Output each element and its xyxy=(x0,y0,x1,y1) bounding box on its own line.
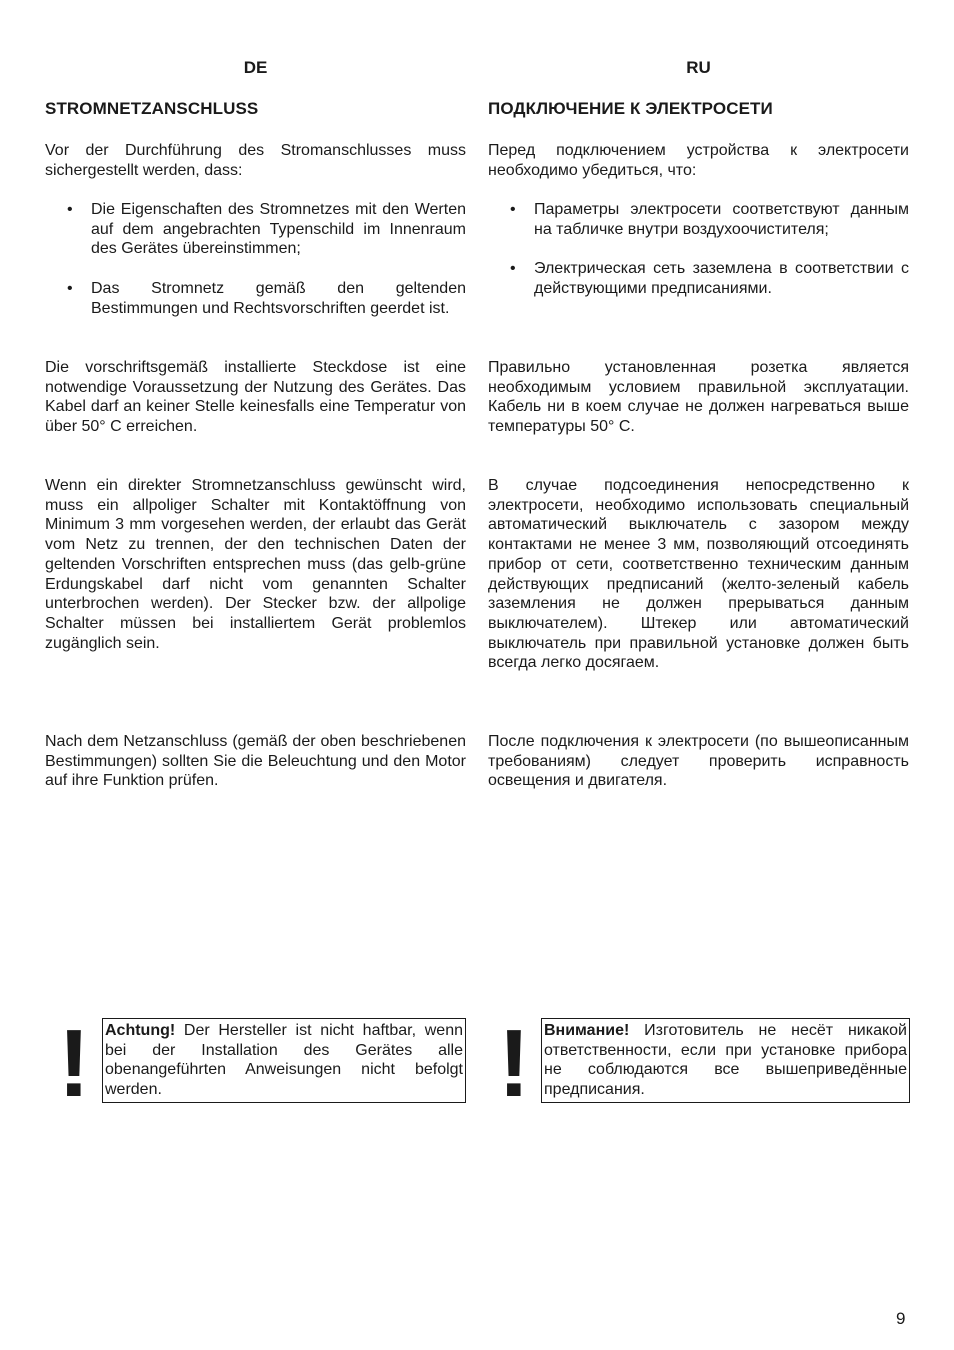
list-item xyxy=(45,279,466,318)
direct-connection-paragraph-de: Wenn ein direkter Stromnetzanschluss gewünscht wird, muss ein allpoliger Schalter mit Kontaktöffnung von Minimum 3 mm vorgesehen werden, der erlaubt das Gerät vom Netz zu trennen, der den technischen Daten der geltenden Vorschriften entsprechen muss (das gelb-grüne Erdungskabel darf nicht vom genannten Schalter unterbrochen werden). Der Stecker bzw. der allpolige Schalter müssen bei installiertem Gerät problemlos zugänglich sein. xyxy=(45,477,466,652)
intro-paragraph-de: Vor der Durchführung des Stromanschlusses muss sichergestellt werden, dass: xyxy=(45,142,466,179)
warning-box-de xyxy=(102,1018,466,1103)
intro-paragraph-ru: Перед подключением устройства к электросети необходимо убедиться, что: xyxy=(488,142,909,179)
list-item-text: Das Stromnetz gemäß den geltenden Bestimmungen und Rechtsvorschriften geerdet ist. xyxy=(91,279,466,317)
section-heading-de: STROMNETZANSCHLUSS xyxy=(45,99,259,118)
list-item xyxy=(488,200,909,239)
language-label-ru: RU xyxy=(686,58,711,77)
exclamation-icon-de: ! xyxy=(58,1010,90,1117)
warning-text-de: Der Hersteller ist nicht haftbar, wenn bei der Installation des Gerätes alle obenangeführten Anweisungen nicht befolgt werden. xyxy=(105,1022,463,1099)
list-item xyxy=(45,200,466,259)
function-check-paragraph-de: Nach dem Netzanschluss (gemäß der oben beschriebenen Bestimmungen) sollten Sie die Beleuchtung und den Motor auf ihre Funktion prüfen. xyxy=(45,733,466,790)
warning-label-ru: Внимание! xyxy=(544,1022,630,1039)
list-item xyxy=(488,259,909,298)
socket-paragraph-ru: Правильно установленная розетка является необходимым условием правильной эксплуатации. Кабель ни в коем случае не должен нагреваться выше температуры 50° С. xyxy=(488,359,909,436)
requirements-list-de xyxy=(45,200,466,318)
warning-text-ru: Изготовитель не несёт никакой ответственности, если при установке прибора не соблюдаются все вышеприведённые предписания. xyxy=(544,1022,907,1099)
list-item-text: Die Eigenschaften des Stromnetzes mit den Werten auf dem angebrachten Typenschild im Innenraum des Gerätes übereinstimmen; xyxy=(91,201,466,258)
socket-paragraph-de: Die vorschriftsgemäß installierte Steckdose ist eine notwendige Voraussetzung der Nutzung des Gerätes. Das Kabel darf an keiner Stelle keinesfalls eine Temperatur von über 50° C erreichen. xyxy=(45,359,466,436)
list-item-text: Электрическая сеть заземлена в соответствии с действующими предписаниями. xyxy=(534,260,909,297)
warning-label-de: Achtung! xyxy=(105,1022,176,1039)
exclamation-icon-ru: ! xyxy=(498,1010,530,1117)
warning-box-ru xyxy=(541,1018,910,1103)
requirements-list-ru xyxy=(488,200,909,299)
direct-connection-paragraph-ru: В случае подсоединения непосредственно к электросети, необходимо использовать специальный автоматический выключатель с зазором между контактами не менее 3 мм, позволяющий отсоединять прибор от сети, соответственно техническим данным действующих предписаний (желто-зеленый кабель заземления не должен прерываться данным выключателем). Штекер или автоматический выключатель при правильной установке должен быть всегда легко досягаем. xyxy=(488,477,909,672)
page-number: 9 xyxy=(896,1309,906,1328)
bullet-icon: • xyxy=(67,201,73,218)
language-label-de: DE xyxy=(243,58,268,77)
section-heading-ru: ПОДКЛЮЧЕНИЕ К ЭЛЕКТРОСЕТИ xyxy=(488,99,773,118)
bullet-icon: • xyxy=(510,201,516,218)
bullet-icon: • xyxy=(510,260,516,278)
list-item-text: Параметры электросети соответствуют данным на табличке внутри воздухоочистителя; xyxy=(534,201,909,238)
bullet-icon: • xyxy=(67,279,73,297)
function-check-paragraph-ru: После подключения к электросети (по вышеописанным требованиям) следует проверить исправность освещения и двигателя. xyxy=(488,733,909,790)
